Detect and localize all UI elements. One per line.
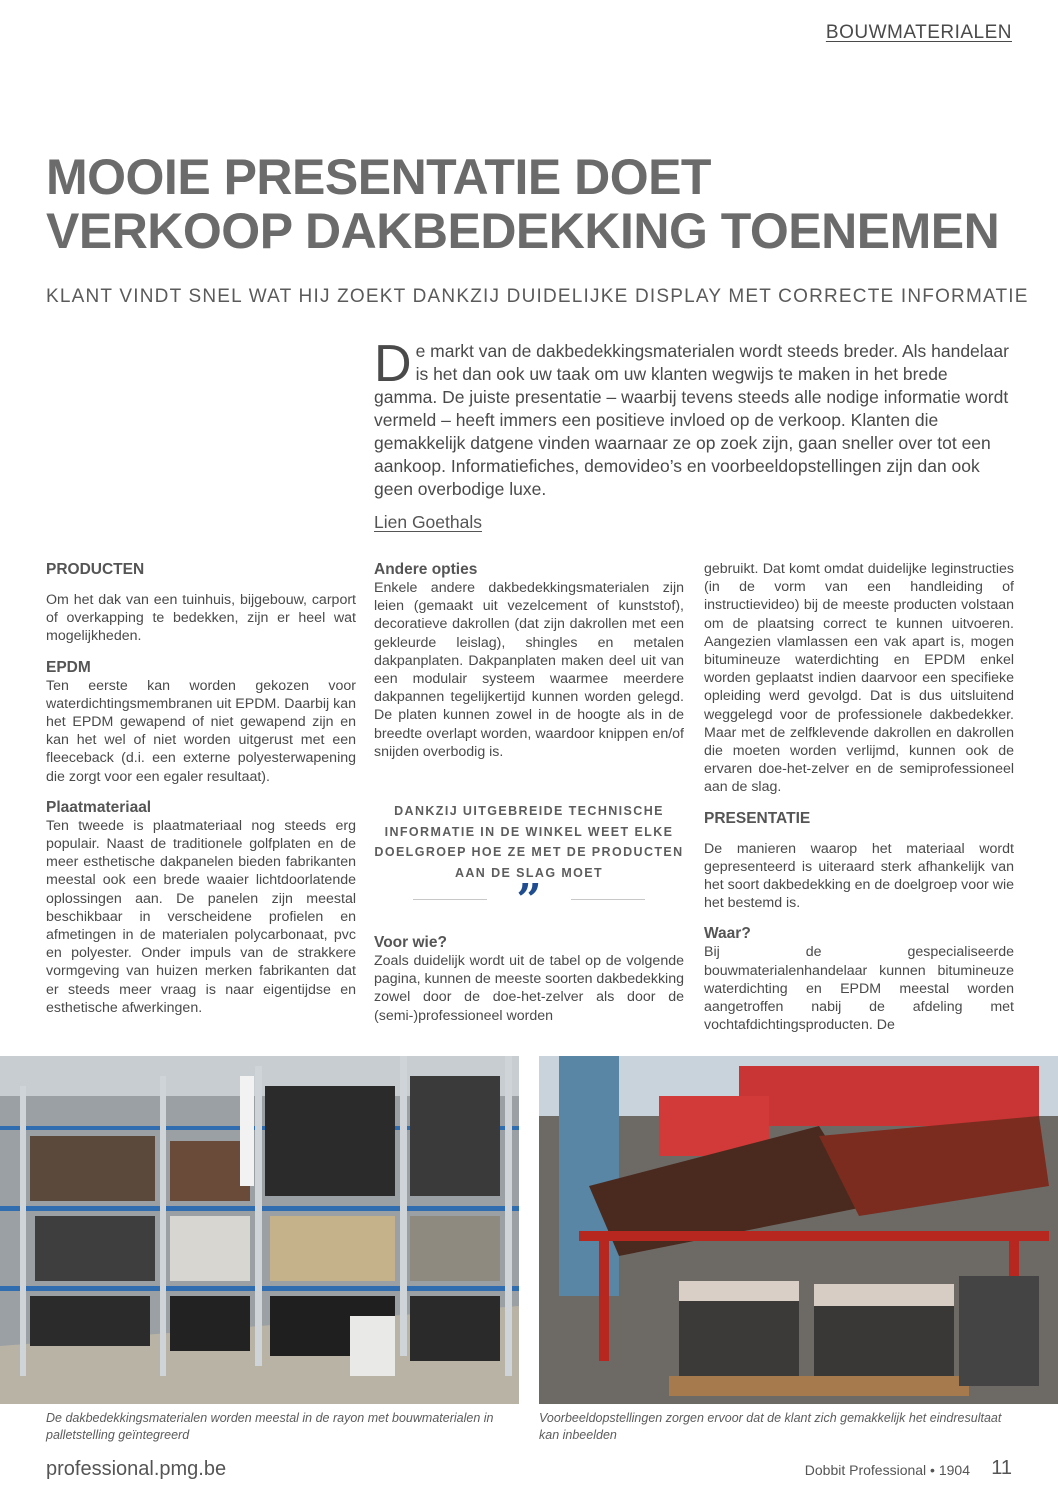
author-byline[interactable]: Lien Goethals bbox=[374, 512, 482, 532]
intro-text: e markt van de dakbedekkingsmaterialen wordt steeds breder. Als handelaar is het dan ook uw taak om uw klanten wegwijs te maken in het brede gamma. De juiste presentatie – waarbij tevens steeds alle nodige informatie wordt vermeld – heeft immers een positieve invloed op de verkoop. Klanten die gemakkelijk datgene vinden waarnaar ze op zoek zijn, gaan sneller over tot een aankoop. Informatiefiches, demovideo’s en voorbeeldopstellingen zijn dan ook geen overbodige luxe. bbox=[374, 341, 1009, 499]
paragraph-presentatie: De manieren waarop het materiaal wordt gepresenteerd is uiteraard sterk afhankelijk van het soort dakbedekking en de doelgroep voor wie het bestemd is. bbox=[704, 840, 1014, 912]
headline-line-1: MOOIE PRESENTATIE DOET bbox=[46, 149, 711, 205]
caption-right: Voorbeeldopstellingen zorgen ervoor dat de klant zich gemakkelijk het eindresultaat kan inbeelden bbox=[539, 1411, 1002, 1442]
quote-divider bbox=[439, 875, 619, 927]
heading-waar: Waar? bbox=[704, 925, 751, 943]
column-3 bbox=[704, 560, 1014, 1034]
paragraph-andere-opties: Enkele andere dakbedekkingsmaterialen zijn leien (gemaakt uit vezelcement of kunststof), decoratieve dakrollen (dat zijn dakrollen met een gekleurde leislag), shingles en metalen dakpanplaten. Dakpanplaten maken deel uit van een modulair systeem waarmee meerdere dakpannen tegelijkertijd kunnen worden gelegd. De platen kunnen zowel in de hoogte als in de breedte overlapt worden, waardoor knippen en/of snijden overbodig is. bbox=[374, 580, 684, 760]
headline-line-2: VERKOOP DAKBEDEKKING TOENEMEN bbox=[46, 203, 1000, 259]
intro-paragraph bbox=[374, 335, 1014, 501]
paragraph-producten: Om het dak van een tuinhuis, bijgebouw, carport of overkapping te bedekken, zijn er heel wat mogelijkheden. bbox=[46, 592, 356, 645]
heading-producten: PRODUCTEN bbox=[46, 561, 145, 578]
photo-store-racking bbox=[0, 1056, 519, 1404]
footer-publication: Dobbit Professional • 1904 bbox=[804, 1462, 970, 1478]
heading-epdm: EPDM bbox=[46, 658, 91, 676]
spacer bbox=[46, 786, 356, 798]
photo-demo-display bbox=[539, 1056, 1058, 1404]
heading-presentatie: PRESENTATIE bbox=[704, 809, 811, 827]
paragraph-continued: gebruikt. Dat komt omdat duidelijke leginstructies (in de vorm van een handleiding of instructievideo) bij de meeste producten volstaan om de plaatsing correct te kunnen uitvoeren. Aangezien vlamlassen een vak apart is, mogen bitumineuze waterdichting en EPDM enkel worden geplaatst indien daarvoor een specifieke opleiding werd gevolgd. Dat is dus uitsluitend weggelegd voor de professionele dakbedekker. Maar met de zelfklevende dakrollen en dakrollen die moeten worden verlijmd, kunnen ook de ervaren doe-het-zelver en de semiprofessioneel aan de slag. bbox=[704, 561, 1014, 796]
paragraph-epdm: Ten eerste kan worden gekozen voor waterdichtingsmembranen uit EPDM. Daarbij kan het EPDM gewapend of niet gewapend zijn en kan het wel of niet worden uitgerust met een fleeceback (d.i. een externe polyesterwapening die zorgt voor een egaler resultaat). bbox=[46, 677, 356, 785]
quote-mark-icon: ” bbox=[516, 875, 542, 927]
paragraph-waar: Bij de gespecialiseerde bouwmaterialenhandelaar kunnen bitumineuze waterdichting en EPDM meestal worden aangetroffen nabij de afdeling met vochtafdichtingsproducten. De bbox=[704, 944, 1014, 1034]
section-label: BOUWMATERIALEN bbox=[825, 22, 1012, 43]
heading-voor-wie: Voor wie? bbox=[374, 934, 447, 952]
column-2 bbox=[374, 560, 684, 1025]
caption-left: De dakbedekkingsmaterialen worden meestal in de rayon met bouwmaterialen in palletstelling geïntegreerd bbox=[46, 1411, 494, 1442]
spacer bbox=[704, 797, 1014, 809]
pull-quote: DANKZIJ UITGEBREIDE TECHNISCHE INFORMATIE IN DE WINKEL WEET ELKE DOELGROEP HOE ZE MET DE PRODUCTEN AAN DE SLAG MOET bbox=[374, 804, 684, 880]
subheadline: KLANT VINDT SNEL WAT HIJ ZOEKT DANKZIJ DUIDELIJKE DISPLAY MET CORRECTE INFORMATIE bbox=[46, 286, 1029, 307]
spacer bbox=[46, 579, 356, 591]
heading-plaatmateriaal: Plaatmateriaal bbox=[46, 798, 152, 816]
spacer bbox=[46, 646, 356, 658]
paragraph-voor-wie: Zoals duidelijk wordt uit de tabel op de volgende pagina, kunnen de meeste soorten dakbedekking zowel door de doe-het-zelver als door de (semi-)professioneel worden bbox=[374, 953, 684, 1024]
paragraph-plaatmateriaal: Ten tweede is plaatmateriaal nog steeds erg populair. Naast de traditionele golfplaten en de meer esthetische dakpanelen bieden fabrikanten meestal ook een brede waaier lichtdoorlatende oplossingen aan. De panelen zijn meestal beschikbaar in verscheidene profielen en afmetingen in de materialen polycarbonaat, pvc en polyester. Onder impuls van de strakkere vormgeving van huizen merken fabrikanten dat er steeds meer vraag is naar eigentijdse en esthetische afwerkingen. bbox=[46, 817, 356, 1016]
quote-rule-right bbox=[571, 899, 645, 900]
footer-url-link[interactable]: professional.pmg.be bbox=[46, 1458, 227, 1480]
headline bbox=[46, 150, 1026, 258]
heading-andere-opties: Andere opties bbox=[374, 561, 478, 578]
photo-store-racking-illustration bbox=[0, 1056, 519, 1404]
spacer bbox=[704, 912, 1014, 924]
photo-demo-display-illustration bbox=[539, 1056, 1058, 1404]
column-1 bbox=[46, 560, 356, 1017]
page-number: 11 bbox=[991, 1457, 1012, 1479]
spacer bbox=[704, 828, 1014, 840]
drop-cap: D bbox=[374, 335, 412, 393]
